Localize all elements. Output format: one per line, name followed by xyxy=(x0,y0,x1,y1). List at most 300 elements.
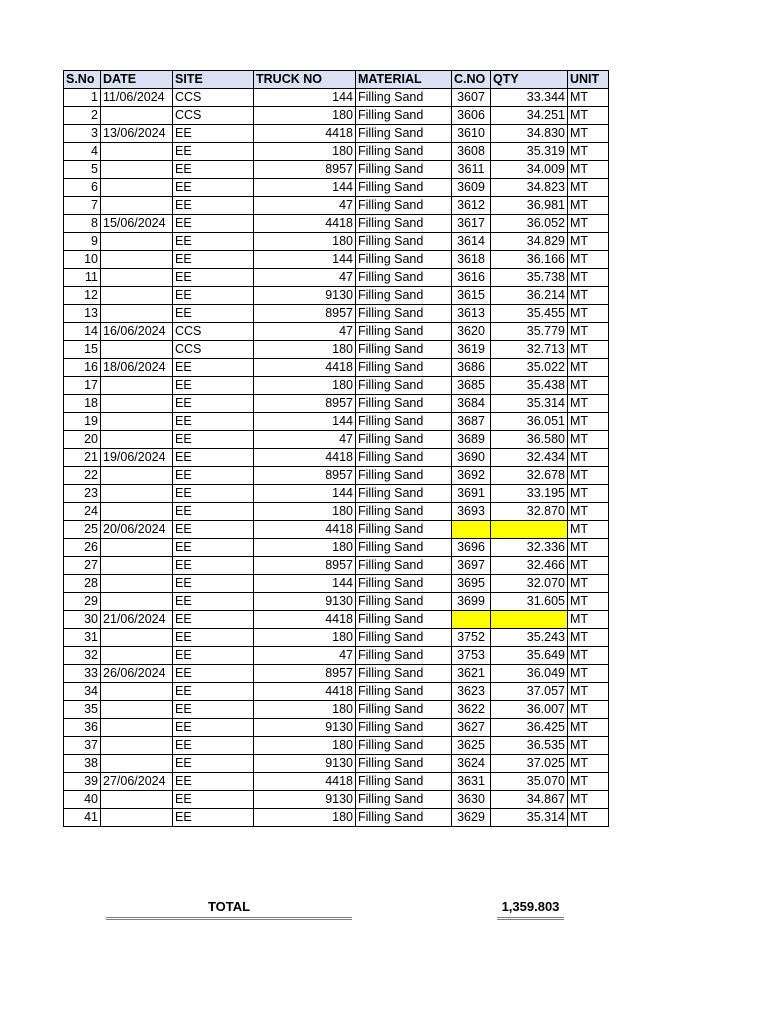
cell-unit[interactable]: MT xyxy=(568,359,609,377)
cell-material[interactable]: Filling Sand xyxy=(356,395,452,413)
cell-sno[interactable]: 28 xyxy=(64,575,101,593)
cell-truck-no[interactable]: 47 xyxy=(254,269,356,287)
cell-unit[interactable]: MT xyxy=(568,593,609,611)
cell-unit[interactable]: MT xyxy=(568,503,609,521)
cell-site[interactable]: EE xyxy=(173,665,254,683)
cell-date[interactable] xyxy=(101,791,173,809)
cell-material[interactable]: Filling Sand xyxy=(356,791,452,809)
cell-sno[interactable]: 14 xyxy=(64,323,101,341)
cell-sno[interactable]: 26 xyxy=(64,539,101,557)
cell-material[interactable]: Filling Sand xyxy=(356,413,452,431)
cell-unit[interactable]: MT xyxy=(568,143,609,161)
cell-cno[interactable]: 3631 xyxy=(452,773,491,791)
cell-site[interactable]: CCS xyxy=(173,341,254,359)
cell-date[interactable] xyxy=(101,755,173,773)
cell-site[interactable]: EE xyxy=(173,809,254,827)
cell-site[interactable]: EE xyxy=(173,521,254,539)
cell-date[interactable] xyxy=(101,341,173,359)
cell-material[interactable]: Filling Sand xyxy=(356,575,452,593)
cell-truck-no[interactable]: 8957 xyxy=(254,557,356,575)
cell-site[interactable]: EE xyxy=(173,503,254,521)
cell-cno[interactable]: 3615 xyxy=(452,287,491,305)
cell-qty[interactable]: 32.713 xyxy=(491,341,568,359)
cell-unit[interactable]: MT xyxy=(568,737,609,755)
cell-site[interactable]: EE xyxy=(173,467,254,485)
total-value[interactable]: 1,359.803 xyxy=(497,899,564,920)
cell-sno[interactable]: 27 xyxy=(64,557,101,575)
cell-material[interactable]: Filling Sand xyxy=(356,737,452,755)
cell-material[interactable]: Filling Sand xyxy=(356,665,452,683)
cell-sno[interactable]: 40 xyxy=(64,791,101,809)
cell-site[interactable]: EE xyxy=(173,557,254,575)
cell-material[interactable]: Filling Sand xyxy=(356,89,452,107)
cell-material[interactable]: Filling Sand xyxy=(356,233,452,251)
cell-material[interactable]: Filling Sand xyxy=(356,179,452,197)
cell-sno[interactable]: 16 xyxy=(64,359,101,377)
cell-truck-no[interactable]: 47 xyxy=(254,431,356,449)
cell-qty[interactable]: 34.830 xyxy=(491,125,568,143)
cell-qty[interactable]: 35.314 xyxy=(491,809,568,827)
cell-date[interactable] xyxy=(101,629,173,647)
cell-cno[interactable]: 3622 xyxy=(452,701,491,719)
cell-qty[interactable]: 34.823 xyxy=(491,179,568,197)
cell-qty[interactable]: 36.007 xyxy=(491,701,568,719)
cell-cno[interactable]: 3609 xyxy=(452,179,491,197)
cell-unit[interactable]: MT xyxy=(568,557,609,575)
cell-material[interactable]: Filling Sand xyxy=(356,143,452,161)
cell-sno[interactable]: 2 xyxy=(64,107,101,125)
cell-truck-no[interactable]: 9130 xyxy=(254,593,356,611)
header-truck-no[interactable]: TRUCK NO xyxy=(254,71,356,89)
cell-qty[interactable]: 35.070 xyxy=(491,773,568,791)
cell-date[interactable] xyxy=(101,431,173,449)
cell-date[interactable] xyxy=(101,413,173,431)
cell-cno[interactable]: 3610 xyxy=(452,125,491,143)
cell-qty[interactable]: 35.649 xyxy=(491,647,568,665)
cell-material[interactable]: Filling Sand xyxy=(356,305,452,323)
cell-material[interactable]: Filling Sand xyxy=(356,431,452,449)
cell-material[interactable]: Filling Sand xyxy=(356,359,452,377)
cell-material[interactable]: Filling Sand xyxy=(356,269,452,287)
cell-cno[interactable]: 3689 xyxy=(452,431,491,449)
cell-truck-no[interactable]: 144 xyxy=(254,485,356,503)
cell-cno[interactable]: 3630 xyxy=(452,791,491,809)
cell-unit[interactable]: MT xyxy=(568,575,609,593)
cell-qty[interactable]: 34.829 xyxy=(491,233,568,251)
cell-site[interactable]: EE xyxy=(173,773,254,791)
cell-sno[interactable]: 8 xyxy=(64,215,101,233)
cell-site[interactable]: EE xyxy=(173,287,254,305)
cell-truck-no[interactable]: 8957 xyxy=(254,665,356,683)
cell-cno[interactable]: 3625 xyxy=(452,737,491,755)
cell-truck-no[interactable]: 180 xyxy=(254,539,356,557)
cell-unit[interactable]: MT xyxy=(568,701,609,719)
cell-cno[interactable] xyxy=(452,521,491,539)
cell-unit[interactable]: MT xyxy=(568,269,609,287)
cell-date[interactable] xyxy=(101,395,173,413)
cell-qty[interactable]: 33.344 xyxy=(491,89,568,107)
cell-qty[interactable]: 32.336 xyxy=(491,539,568,557)
cell-qty[interactable]: 34.867 xyxy=(491,791,568,809)
cell-material[interactable]: Filling Sand xyxy=(356,449,452,467)
cell-material[interactable]: Filling Sand xyxy=(356,809,452,827)
cell-sno[interactable]: 33 xyxy=(64,665,101,683)
cell-qty[interactable]: 32.434 xyxy=(491,449,568,467)
cell-date[interactable]: 20/06/2024 xyxy=(101,521,173,539)
cell-date[interactable] xyxy=(101,377,173,395)
cell-cno[interactable]: 3613 xyxy=(452,305,491,323)
cell-cno[interactable]: 3629 xyxy=(452,809,491,827)
cell-sno[interactable]: 22 xyxy=(64,467,101,485)
cell-truck-no[interactable]: 8957 xyxy=(254,161,356,179)
cell-unit[interactable]: MT xyxy=(568,611,609,629)
cell-truck-no[interactable]: 4418 xyxy=(254,125,356,143)
cell-unit[interactable]: MT xyxy=(568,251,609,269)
cell-unit[interactable]: MT xyxy=(568,107,609,125)
cell-qty[interactable]: 35.022 xyxy=(491,359,568,377)
cell-sno[interactable]: 39 xyxy=(64,773,101,791)
cell-date[interactable] xyxy=(101,143,173,161)
cell-site[interactable]: EE xyxy=(173,593,254,611)
cell-truck-no[interactable]: 180 xyxy=(254,737,356,755)
cell-unit[interactable]: MT xyxy=(568,287,609,305)
cell-date[interactable]: 27/06/2024 xyxy=(101,773,173,791)
cell-cno[interactable]: 3686 xyxy=(452,359,491,377)
cell-date[interactable] xyxy=(101,683,173,701)
cell-unit[interactable]: MT xyxy=(568,755,609,773)
cell-sno[interactable]: 17 xyxy=(64,377,101,395)
cell-unit[interactable]: MT xyxy=(568,197,609,215)
cell-site[interactable]: EE xyxy=(173,629,254,647)
cell-material[interactable]: Filling Sand xyxy=(356,377,452,395)
cell-qty[interactable]: 35.314 xyxy=(491,395,568,413)
cell-truck-no[interactable]: 4418 xyxy=(254,359,356,377)
cell-cno[interactable]: 3621 xyxy=(452,665,491,683)
cell-qty[interactable]: 34.251 xyxy=(491,107,568,125)
cell-cno[interactable]: 3695 xyxy=(452,575,491,593)
cell-site[interactable]: EE xyxy=(173,683,254,701)
cell-material[interactable]: Filling Sand xyxy=(356,485,452,503)
cell-cno[interactable]: 3693 xyxy=(452,503,491,521)
cell-qty[interactable]: 35.438 xyxy=(491,377,568,395)
cell-qty[interactable]: 35.779 xyxy=(491,323,568,341)
cell-material[interactable]: Filling Sand xyxy=(356,629,452,647)
cell-unit[interactable]: MT xyxy=(568,773,609,791)
cell-unit[interactable]: MT xyxy=(568,215,609,233)
cell-unit[interactable]: MT xyxy=(568,161,609,179)
cell-truck-no[interactable]: 180 xyxy=(254,233,356,251)
cell-truck-no[interactable]: 4418 xyxy=(254,215,356,233)
cell-truck-no[interactable]: 180 xyxy=(254,629,356,647)
cell-unit[interactable]: MT xyxy=(568,179,609,197)
cell-material[interactable]: Filling Sand xyxy=(356,467,452,485)
cell-date[interactable]: 11/06/2024 xyxy=(101,89,173,107)
cell-cno[interactable]: 3619 xyxy=(452,341,491,359)
cell-material[interactable]: Filling Sand xyxy=(356,323,452,341)
cell-truck-no[interactable]: 47 xyxy=(254,197,356,215)
cell-unit[interactable]: MT xyxy=(568,377,609,395)
cell-sno[interactable]: 12 xyxy=(64,287,101,305)
cell-cno[interactable]: 3684 xyxy=(452,395,491,413)
cell-cno[interactable]: 3692 xyxy=(452,467,491,485)
cell-date[interactable] xyxy=(101,737,173,755)
cell-site[interactable]: CCS xyxy=(173,107,254,125)
cell-cno[interactable]: 3696 xyxy=(452,539,491,557)
cell-date[interactable] xyxy=(101,251,173,269)
cell-truck-no[interactable]: 180 xyxy=(254,503,356,521)
header-unit[interactable]: UNIT xyxy=(568,71,609,89)
cell-unit[interactable]: MT xyxy=(568,521,609,539)
cell-truck-no[interactable]: 4418 xyxy=(254,773,356,791)
cell-material[interactable]: Filling Sand xyxy=(356,251,452,269)
cell-material[interactable]: Filling Sand xyxy=(356,215,452,233)
cell-truck-no[interactable]: 144 xyxy=(254,413,356,431)
cell-truck-no[interactable]: 180 xyxy=(254,377,356,395)
cell-unit[interactable]: MT xyxy=(568,485,609,503)
cell-qty[interactable]: 32.070 xyxy=(491,575,568,593)
cell-site[interactable]: EE xyxy=(173,611,254,629)
cell-truck-no[interactable]: 180 xyxy=(254,341,356,359)
cell-material[interactable]: Filling Sand xyxy=(356,503,452,521)
cell-date[interactable]: 16/06/2024 xyxy=(101,323,173,341)
cell-cno[interactable]: 3618 xyxy=(452,251,491,269)
cell-site[interactable]: EE xyxy=(173,161,254,179)
cell-site[interactable]: EE xyxy=(173,377,254,395)
cell-unit[interactable]: MT xyxy=(568,323,609,341)
cell-truck-no[interactable]: 4418 xyxy=(254,521,356,539)
cell-cno[interactable]: 3607 xyxy=(452,89,491,107)
cell-site[interactable]: EE xyxy=(173,215,254,233)
cell-cno[interactable]: 3627 xyxy=(452,719,491,737)
cell-material[interactable]: Filling Sand xyxy=(356,755,452,773)
cell-truck-no[interactable]: 9130 xyxy=(254,791,356,809)
cell-sno[interactable]: 38 xyxy=(64,755,101,773)
cell-unit[interactable]: MT xyxy=(568,125,609,143)
cell-cno[interactable] xyxy=(452,611,491,629)
cell-sno[interactable]: 4 xyxy=(64,143,101,161)
cell-sno[interactable]: 15 xyxy=(64,341,101,359)
cell-unit[interactable]: MT xyxy=(568,305,609,323)
header-cno[interactable]: C.NO xyxy=(452,71,491,89)
cell-material[interactable]: Filling Sand xyxy=(356,647,452,665)
cell-unit[interactable]: MT xyxy=(568,665,609,683)
cell-qty[interactable]: 36.052 xyxy=(491,215,568,233)
cell-sno[interactable]: 35 xyxy=(64,701,101,719)
cell-truck-no[interactable]: 8957 xyxy=(254,467,356,485)
cell-date[interactable] xyxy=(101,503,173,521)
cell-site[interactable]: EE xyxy=(173,179,254,197)
cell-date[interactable] xyxy=(101,161,173,179)
cell-date[interactable]: 18/06/2024 xyxy=(101,359,173,377)
cell-material[interactable]: Filling Sand xyxy=(356,611,452,629)
cell-qty[interactable]: 36.981 xyxy=(491,197,568,215)
cell-site[interactable]: EE xyxy=(173,791,254,809)
cell-material[interactable]: Filling Sand xyxy=(356,161,452,179)
cell-qty[interactable]: 37.025 xyxy=(491,755,568,773)
cell-qty[interactable] xyxy=(491,521,568,539)
cell-site[interactable]: EE xyxy=(173,755,254,773)
cell-sno[interactable]: 34 xyxy=(64,683,101,701)
cell-unit[interactable]: MT xyxy=(568,341,609,359)
cell-sno[interactable]: 9 xyxy=(64,233,101,251)
cell-cno[interactable]: 3620 xyxy=(452,323,491,341)
cell-site[interactable]: EE xyxy=(173,233,254,251)
cell-material[interactable]: Filling Sand xyxy=(356,557,452,575)
cell-qty[interactable]: 36.214 xyxy=(491,287,568,305)
cell-sno[interactable]: 7 xyxy=(64,197,101,215)
cell-site[interactable]: EE xyxy=(173,143,254,161)
cell-cno[interactable]: 3690 xyxy=(452,449,491,467)
cell-unit[interactable]: MT xyxy=(568,467,609,485)
cell-site[interactable]: EE xyxy=(173,539,254,557)
header-site[interactable]: SITE xyxy=(173,71,254,89)
cell-cno[interactable]: 3687 xyxy=(452,413,491,431)
cell-cno[interactable]: 3753 xyxy=(452,647,491,665)
cell-cno[interactable]: 3699 xyxy=(452,593,491,611)
cell-qty[interactable]: 36.580 xyxy=(491,431,568,449)
cell-qty[interactable]: 32.678 xyxy=(491,467,568,485)
cell-date[interactable] xyxy=(101,467,173,485)
cell-site[interactable]: EE xyxy=(173,431,254,449)
cell-sno[interactable]: 24 xyxy=(64,503,101,521)
cell-truck-no[interactable]: 9130 xyxy=(254,719,356,737)
cell-material[interactable]: Filling Sand xyxy=(356,107,452,125)
cell-material[interactable]: Filling Sand xyxy=(356,197,452,215)
cell-sno[interactable]: 18 xyxy=(64,395,101,413)
cell-material[interactable]: Filling Sand xyxy=(356,287,452,305)
cell-sno[interactable]: 32 xyxy=(64,647,101,665)
cell-sno[interactable]: 3 xyxy=(64,125,101,143)
cell-date[interactable] xyxy=(101,557,173,575)
cell-cno[interactable]: 3752 xyxy=(452,629,491,647)
cell-qty[interactable]: 34.009 xyxy=(491,161,568,179)
cell-date[interactable] xyxy=(101,701,173,719)
cell-material[interactable]: Filling Sand xyxy=(356,683,452,701)
cell-unit[interactable]: MT xyxy=(568,89,609,107)
cell-date[interactable] xyxy=(101,485,173,503)
cell-site[interactable]: CCS xyxy=(173,89,254,107)
cell-site[interactable]: EE xyxy=(173,269,254,287)
cell-cno[interactable]: 3623 xyxy=(452,683,491,701)
cell-truck-no[interactable]: 9130 xyxy=(254,755,356,773)
cell-cno[interactable]: 3606 xyxy=(452,107,491,125)
cell-truck-no[interactable]: 8957 xyxy=(254,395,356,413)
cell-truck-no[interactable]: 47 xyxy=(254,647,356,665)
cell-truck-no[interactable]: 180 xyxy=(254,107,356,125)
cell-qty[interactable]: 37.057 xyxy=(491,683,568,701)
cell-cno[interactable]: 3611 xyxy=(452,161,491,179)
cell-date[interactable] xyxy=(101,179,173,197)
cell-truck-no[interactable]: 180 xyxy=(254,701,356,719)
cell-site[interactable]: EE xyxy=(173,647,254,665)
cell-sno[interactable]: 19 xyxy=(64,413,101,431)
cell-unit[interactable]: MT xyxy=(568,413,609,431)
cell-site[interactable]: EE xyxy=(173,449,254,467)
cell-qty[interactable]: 32.466 xyxy=(491,557,568,575)
cell-cno[interactable]: 3697 xyxy=(452,557,491,575)
cell-qty[interactable]: 36.425 xyxy=(491,719,568,737)
cell-site[interactable]: EE xyxy=(173,125,254,143)
cell-cno[interactable]: 3617 xyxy=(452,215,491,233)
cell-site[interactable]: EE xyxy=(173,737,254,755)
cell-site[interactable]: CCS xyxy=(173,323,254,341)
cell-date[interactable] xyxy=(101,719,173,737)
header-qty[interactable]: QTY xyxy=(491,71,568,89)
cell-cno[interactable]: 3612 xyxy=(452,197,491,215)
cell-sno[interactable]: 36 xyxy=(64,719,101,737)
cell-date[interactable] xyxy=(101,197,173,215)
cell-sno[interactable]: 21 xyxy=(64,449,101,467)
cell-sno[interactable]: 30 xyxy=(64,611,101,629)
cell-truck-no[interactable]: 144 xyxy=(254,575,356,593)
cell-sno[interactable]: 37 xyxy=(64,737,101,755)
cell-qty[interactable]: 36.051 xyxy=(491,413,568,431)
cell-qty[interactable]: 36.535 xyxy=(491,737,568,755)
cell-date[interactable] xyxy=(101,107,173,125)
cell-material[interactable]: Filling Sand xyxy=(356,719,452,737)
cell-truck-no[interactable]: 180 xyxy=(254,809,356,827)
header-material[interactable]: MATERIAL xyxy=(356,71,452,89)
cell-sno[interactable]: 6 xyxy=(64,179,101,197)
cell-cno[interactable]: 3685 xyxy=(452,377,491,395)
cell-date[interactable]: 21/06/2024 xyxy=(101,611,173,629)
cell-site[interactable]: EE xyxy=(173,485,254,503)
cell-date[interactable]: 19/06/2024 xyxy=(101,449,173,467)
cell-qty[interactable]: 36.166 xyxy=(491,251,568,269)
cell-date[interactable] xyxy=(101,539,173,557)
cell-date[interactable] xyxy=(101,233,173,251)
cell-sno[interactable]: 11 xyxy=(64,269,101,287)
cell-material[interactable]: Filling Sand xyxy=(356,593,452,611)
cell-truck-no[interactable]: 4418 xyxy=(254,611,356,629)
cell-date[interactable] xyxy=(101,593,173,611)
cell-truck-no[interactable]: 144 xyxy=(254,179,356,197)
cell-cno[interactable]: 3608 xyxy=(452,143,491,161)
cell-site[interactable]: EE xyxy=(173,197,254,215)
cell-site[interactable]: EE xyxy=(173,359,254,377)
cell-material[interactable]: Filling Sand xyxy=(356,773,452,791)
cell-unit[interactable]: MT xyxy=(568,683,609,701)
cell-sno[interactable]: 10 xyxy=(64,251,101,269)
cell-unit[interactable]: MT xyxy=(568,395,609,413)
cell-unit[interactable]: MT xyxy=(568,539,609,557)
cell-date[interactable] xyxy=(101,809,173,827)
cell-unit[interactable]: MT xyxy=(568,719,609,737)
cell-truck-no[interactable]: 144 xyxy=(254,251,356,269)
cell-qty[interactable]: 36.049 xyxy=(491,665,568,683)
cell-date[interactable]: 26/06/2024 xyxy=(101,665,173,683)
cell-sno[interactable]: 20 xyxy=(64,431,101,449)
cell-date[interactable]: 15/06/2024 xyxy=(101,215,173,233)
cell-date[interactable] xyxy=(101,287,173,305)
cell-truck-no[interactable]: 47 xyxy=(254,323,356,341)
cell-site[interactable]: EE xyxy=(173,305,254,323)
cell-sno[interactable]: 41 xyxy=(64,809,101,827)
cell-date[interactable]: 13/06/2024 xyxy=(101,125,173,143)
cell-unit[interactable]: MT xyxy=(568,809,609,827)
cell-date[interactable] xyxy=(101,575,173,593)
cell-site[interactable]: EE xyxy=(173,575,254,593)
cell-sno[interactable]: 25 xyxy=(64,521,101,539)
cell-qty[interactable]: 35.319 xyxy=(491,143,568,161)
cell-unit[interactable]: MT xyxy=(568,233,609,251)
cell-sno[interactable]: 5 xyxy=(64,161,101,179)
cell-cno[interactable]: 3616 xyxy=(452,269,491,287)
cell-unit[interactable]: MT xyxy=(568,647,609,665)
cell-truck-no[interactable]: 8957 xyxy=(254,305,356,323)
cell-qty[interactable] xyxy=(491,611,568,629)
cell-material[interactable]: Filling Sand xyxy=(356,341,452,359)
